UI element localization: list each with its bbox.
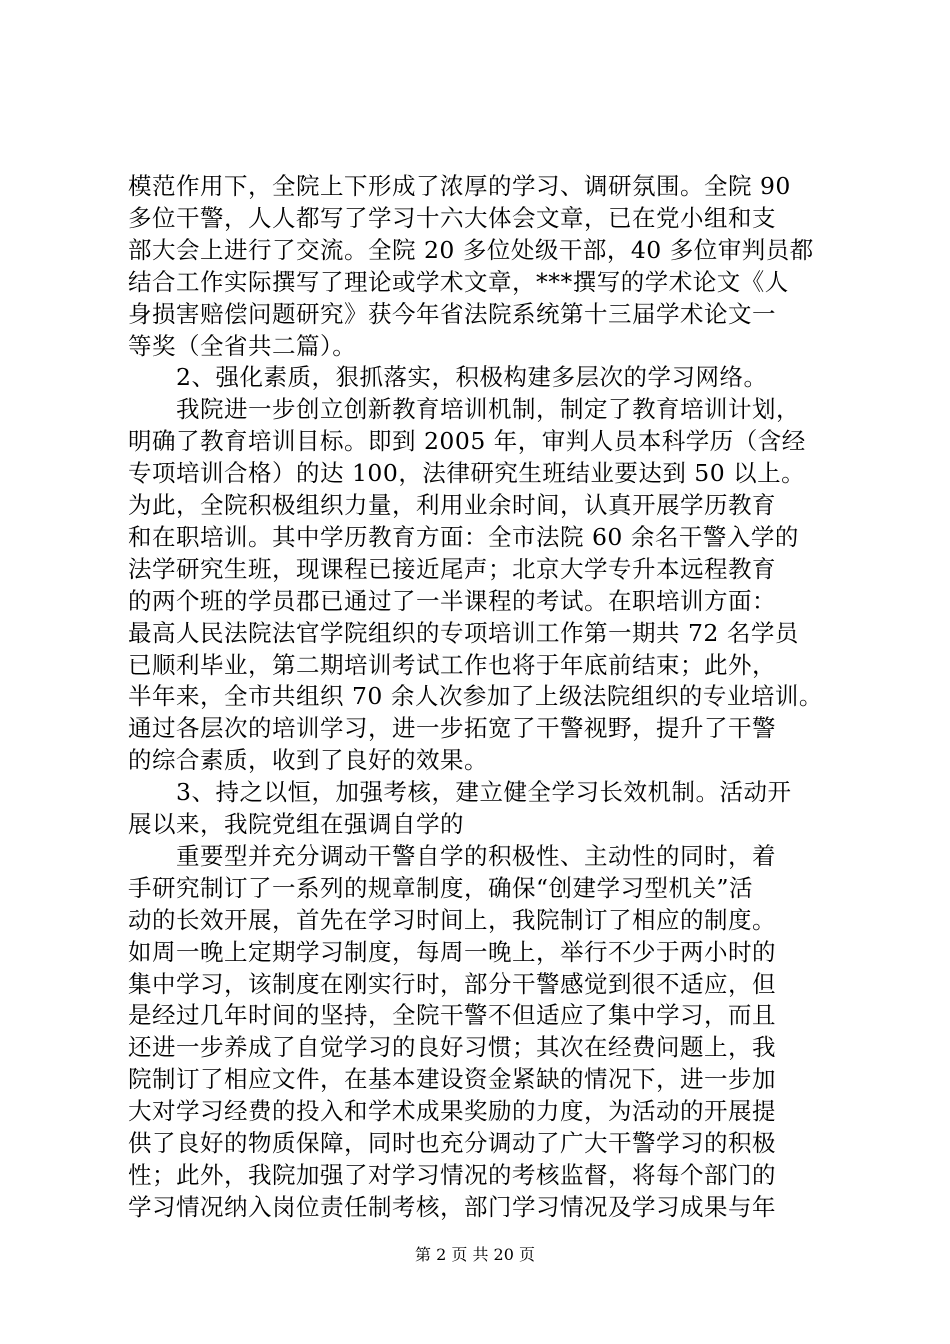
text-line: 供了良好的物质保障，同时也充分调动了广大干警学习的积极 <box>128 1129 776 1157</box>
text-line: 等奖（全省共二篇）。 <box>128 331 357 360</box>
text-line: 如周一晚上定期学习制度，每周一晚上，举行不少于两小时的 <box>128 937 776 966</box>
text-line: 模范作用下，全院上下形成了浓厚的学习、调研氛围。全院 90 <box>128 172 791 200</box>
text-line: 明确了教育培训目标。即到 2005 年，审判人员本科学历（含经 <box>128 427 806 456</box>
text-line: 身损害赔偿问题研究》获今年省法院系统第十三届学术论文一 <box>128 299 776 328</box>
text-line: 结合工作实际撰写了理论或学术文章，***撰写的学术论文《人 <box>128 267 789 296</box>
text-line: 学习情况纳入岗位责任制考核，部门学习情况及学习成果与年 <box>128 1192 776 1221</box>
text-line: 展以来，我院党组在强调自学的 <box>128 810 464 838</box>
text-line: 动的长效开展，首先在学习时间上，我院制订了相应的制度。 <box>128 905 776 934</box>
text-line: 已顺利毕业，第二期培训考试工作也将于年底前结束；此外， <box>128 650 776 679</box>
text-line: 性；此外，我院加强了对学习情况的考核监督，将每个部门的 <box>128 1160 776 1189</box>
text-line: 和在职培训。其中学历教育方面：全市法院 60 余名干警入学的 <box>128 522 799 551</box>
text-line: 多位干警，人人都写了学习十六大体会文章，已在党小组和支 <box>128 203 776 232</box>
text-line: 是经过几年时间的坚持，全院干警不但适应了集中学习，而且 <box>128 1001 776 1030</box>
text-line: 半年来，全市共组织 70 余人次参加了上级法院组织的专业培训。 <box>128 682 823 711</box>
text-line: 2、强化素质，狠抓落实，积极构建多层次的学习网络。 <box>128 363 768 392</box>
text-line: 最高人民法院法官学院组织的专项培训工作第一期共 72 名学员 <box>128 618 799 647</box>
text-line: 我院进一步创立创新教育培训机制，制定了教育培训计划， <box>128 395 800 424</box>
text-line: 集中学习，该制度在刚实行时，部分干警感觉到很不适应，但 <box>128 969 776 998</box>
text-line: 部大会上进行了交流。全院 20 多位处级干部，40 多位审判员都 <box>128 235 814 264</box>
text-line: 的综合素质，收到了良好的效果。 <box>128 746 488 775</box>
text-line: 通过各层次的培训学习，进一步拓宽了干警视野，提升了干警 <box>128 714 776 743</box>
text-line: 手研究制订了一系列的规章制度，确保“创建学习型机关”活 <box>128 873 754 902</box>
text-line: 大对学习经费的投入和学术成果奖励的力度，为活动的开展提 <box>128 1097 776 1126</box>
page-footer: 第 2 页 共 20 页 <box>415 1245 535 1264</box>
text-line: 的两个班的学员郡已通过了一半课程的考试。在职培训方面： <box>128 586 776 615</box>
text-line: 法学研究生班，现课程已接近尾声；北京大学专升本远程教育 <box>128 554 776 583</box>
text-line: 院制订了相应文件，在基本建设资金紧缺的情况下，进一步加 <box>128 1065 776 1094</box>
text-line: 专项培训合格）的达 100，法律研究生班结业要达到 50 以上。 <box>128 459 806 488</box>
text-line: 重要型并充分调动干警自学的积极性、主动性的同时，着 <box>128 841 776 870</box>
text-line: 为此，全院积极组织力量，利用业余时间，认真开展学历教育 <box>128 491 776 519</box>
text-line: 3、持之以恒，加强考核，建立健全学习长效机制。活动开 <box>128 778 792 807</box>
text-line: 还进一步养成了自觉学习的良好习惯；其次在经费问题上，我 <box>128 1033 776 1062</box>
